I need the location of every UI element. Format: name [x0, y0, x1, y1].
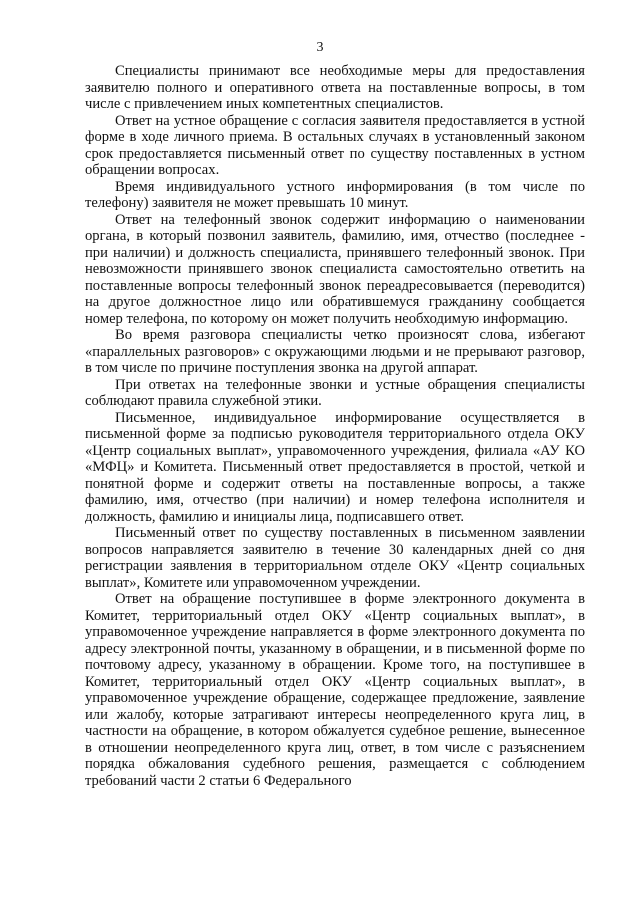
paragraph: Письменное, индивидуальное информирование осуществляется в письменной форме за подписью руководителя территориального отдела ОКУ «Центр социальных выплат», управомоченного учреждения, филиала «АУ КО «МФЦ» и Комитета. Письменный ответ предоставляется в простой, четкой и понятной форме и содержит ответы на поставленные вопросы, а также фамилию, имя, отчество (при наличии) и номер телефона исполнителя и должность, фамилию и инициалы лица, подписавшего ответ.: [85, 409, 585, 525]
paragraph: Ответ на телефонный звонок содержит информацию о наименовании органа, в который позвонил заявитель, фамилию, имя, отчество (последнее - при наличии) и должность специалиста, принявшего телефонный звонок. При невозможности принявшего звонок специалиста самостоятельно ответить на поставленные вопросы телефонный звонок переадресовывается (переводится) на другое должностное лицо или обратившемуся гражданину сообщается номер телефона, по которому он может получить необходимую информацию.: [85, 211, 585, 327]
paragraph: Специалисты принимают все необходимые меры для предоставления заявителю полного и оперативного ответа на поставленные вопросы, в том числе с привлечением иных компетентных специалистов.: [85, 63, 585, 112]
page-number: 3: [316, 40, 324, 55]
paragraph: Письменный ответ по существу поставленных в письменном заявлении вопросов направляется заявителю в течение 30 календарных дней со дня регистрации заявления в территориальном отделе ОКУ «Центр социальных выплат», Комитете или управомоченном учреждении.: [85, 525, 585, 591]
paragraph: При ответах на телефонные звонки и устные обращения специалисты соблюдают правила служебной этики.: [85, 376, 585, 409]
paragraph: Во время разговора специалисты четко произносят слова, избегают «параллельных разговоров» с окружающими людьми и не прерывают разговор, в том числе по причине поступления звонка на другой аппарат.: [85, 327, 585, 376]
document-body: [85, 63, 585, 789]
paragraph: Ответ на устное обращение с согласия заявителя предоставляется в устной форме в ходе личного приема. В остальных случаях в установленный законом срок предоставляется письменный ответ по существу поставленных в устном обращении вопросах.: [85, 112, 585, 178]
paragraph: Ответ на обращение поступившее в форме электронного документа в Комитет, территориальный отдел ОКУ «Центр социальных выплат», в управомоченное учреждение направляется в форме электронного документа по адресу электронной почты, указанному в обращении, и в письменной форме по почтовому адресу, указанному в обращении. Кроме того, на поступившее в Комитет, территориальный отдел ОКУ «Центр социальных выплат», в управомоченное учреждение обращение, содержащее предложение, заявление или жалобу, которые затрагивают интересы неопределенного круга лиц, в частности на обращение, в котором обжалуется судебное решение, вынесенное в отношении неопределенного круга лиц, ответ, в том числе с разъяснением порядка обжалования судебного решения, размещается с соблюдением требований части 2 статьи 6 Федерального: [85, 591, 585, 789]
paragraph: Время индивидуального устного информирования (в том числе по телефону) заявителя не может превышать 10 минут.: [85, 178, 585, 211]
